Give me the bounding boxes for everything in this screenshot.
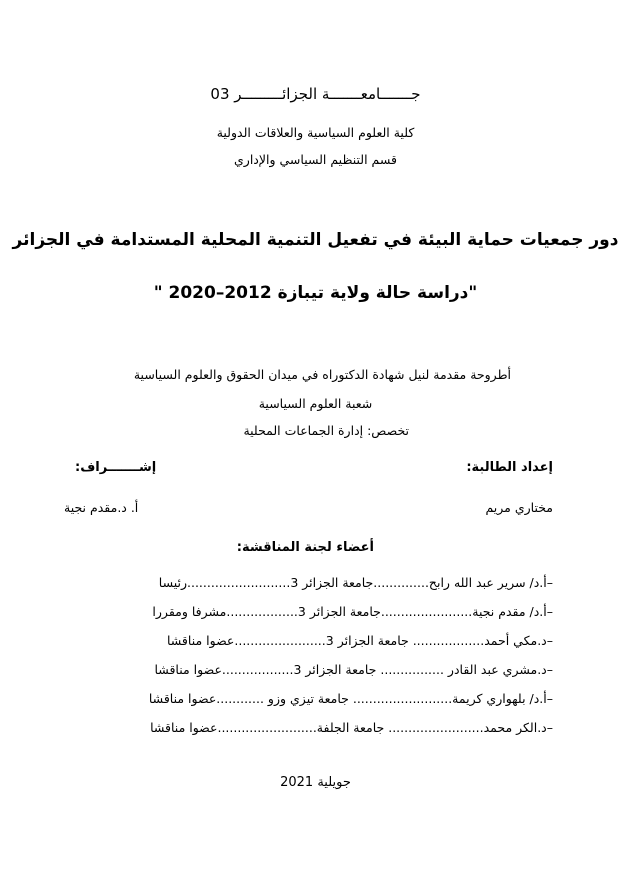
- committee-member: –أ.د/ بلهواري كريمة......................... جامعة تيزي وزو ............عضوا مناقشا: [148, 691, 553, 706]
- committee-member: –د.مكي أحمد.................. جامعة الجزائر 3.......................عضوا مناقشا: [166, 633, 553, 648]
- committee-member: –د.مشري عبد القادر ................ جامعة الجزائر 3..................عضوا مناقشا: [154, 662, 553, 677]
- degree-specialty: تخصص: إدارة الجماعات المحلية: [243, 423, 409, 438]
- committee-member: –د.الكر محمد........................ جامعة الجلفة.........................عضوا مناقشا: [150, 720, 553, 735]
- department-name: قسم التنظيم السياسي والإداري: [234, 152, 397, 167]
- committee-heading: أعضاء لجنة المناقشة:: [236, 540, 374, 555]
- faculty-name: كلية العلوم السياسية والعلاقات الدولية: [216, 125, 415, 140]
- supervisor-name: أ. د.مقدم نجية: [64, 500, 139, 515]
- university-name: جـــــــامعـــــــة الجزائـــــــــر 03: [210, 85, 421, 103]
- thesis-subtitle: "دراسة حالة ولاية تيبازة 2012–2020 ": [153, 283, 478, 303]
- student-name: مختاري مريم: [485, 500, 553, 515]
- degree-description: أطروحة مقدمة لنيل شهادة الدكتوراه في ميدان الحقوق والعلوم السياسية: [133, 367, 511, 382]
- degree-branch: شعبة العلوم السياسية: [258, 396, 373, 411]
- defense-date: جويلية 2021: [280, 775, 351, 790]
- prepared-by-label: إعداد الطالبة:: [466, 460, 553, 475]
- committee-member: –أ.د/ سرير عبد الله رابح..............جامعة الجزائر 3..........................رئيسا: [158, 575, 553, 590]
- supervision-label: إشـــــــراف:: [75, 460, 157, 475]
- committee-member: –أ.د/ مقدم نجية.......................جامعة الجزائر 3..................مشرفا ومقررا: [152, 604, 553, 619]
- thesis-title: دور جمعيات حماية البيئة في تفعيل التنمية المحلية المستدامة في الجزائر: [12, 230, 619, 250]
